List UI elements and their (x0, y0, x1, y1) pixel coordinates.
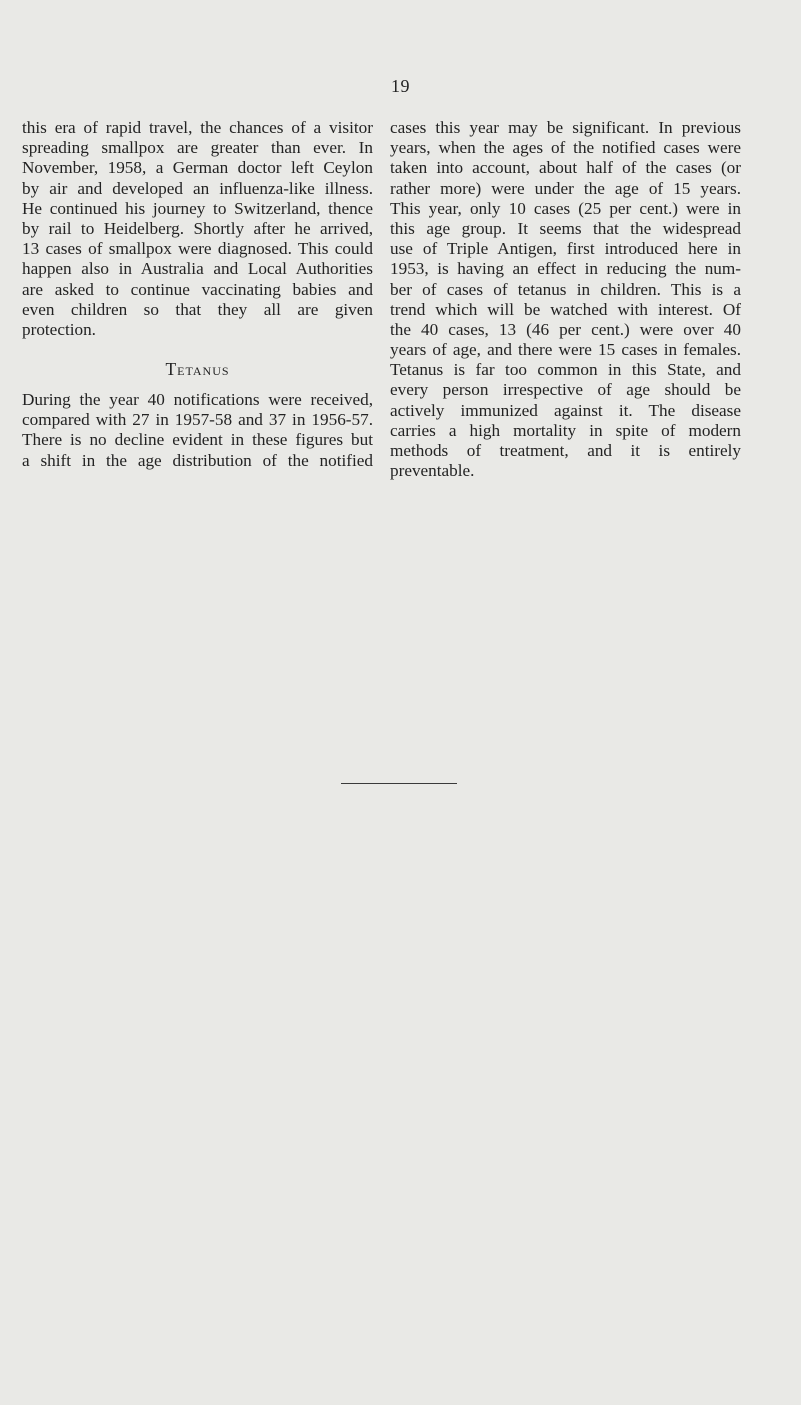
text-line: years, when the ages of the notified cases were (390, 138, 741, 158)
text-line: During the year 40 notifications were received, (22, 390, 373, 410)
text-line: are asked to continue vaccinating babies and (22, 279, 373, 299)
text-line: This year, only 10 cases (25 per cent.) were in (390, 198, 741, 218)
text-line: the 40 cases, 13 (46 per cent.) were over 40 (390, 319, 741, 339)
text-line: cases this year may be significant. In previous (390, 118, 741, 137)
text-line: methods of treatment, and it is entirely (390, 441, 741, 460)
text-line: taken into account, about half of the cases (or (390, 158, 741, 178)
text-line: by rail to Heidelberg. Shortly after he arrived, (22, 218, 373, 238)
text-line: even children so that they all are given (22, 299, 373, 319)
text-line: years of age, and there were 15 cases in females. (390, 340, 741, 360)
page-number: 19 (391, 76, 410, 96)
text-line: rather more) were under the age of 15 years. (390, 178, 741, 198)
text-line: this age group. It seems that the widespread (390, 218, 741, 238)
text-line: trend which will be watched with interest. Of (390, 299, 741, 319)
text-line: ber of cases of tetanus in children. This is a (390, 279, 741, 299)
text-line: a shift in the age distribution of the notified (22, 450, 373, 470)
section-divider (341, 783, 457, 784)
paragraph-smallpox (22, 118, 373, 340)
text-line: November, 1958, a German doctor left Ceylon (22, 158, 373, 178)
text-line: He continued his journey to Switzerland, thence (22, 198, 373, 218)
text-line: spreading smallpox are greater than ever. In (22, 138, 373, 158)
text-line: by air and developed an influenza-like illness. (22, 178, 373, 198)
text-line: protection. (22, 319, 96, 339)
text-line: use of Triple Antigen, first introduced here in (390, 239, 741, 259)
text-line: preventable. (390, 461, 475, 481)
text-line: Tetanus is far too common in this State, and (390, 360, 741, 380)
paragraph-tetanus-continued (390, 118, 741, 481)
text-line: every person irrespective of age should be (390, 380, 741, 400)
left-column (22, 118, 373, 471)
text-line: carries a high mortality in spite of modern (390, 420, 741, 440)
text-line: 13 cases of smallpox were diagnosed. This could (22, 239, 373, 259)
text-line: actively immunized against it. The disease (390, 400, 741, 420)
text-line: 1953, is having an effect in reducing the num- (390, 259, 741, 279)
section-heading-tetanus: Tetanus (165, 359, 230, 380)
text-line: There is no decline evident in these figures but (22, 430, 373, 450)
text-line: happen also in Australia and Local Authorities (22, 259, 373, 279)
text-line: compared with 27 in 1957-58 and 37 in 1956-57. (22, 410, 373, 430)
text-line: this era of rapid travel, the chances of a visitor (22, 118, 373, 137)
paragraph-tetanus (22, 390, 373, 471)
right-column (390, 118, 741, 481)
